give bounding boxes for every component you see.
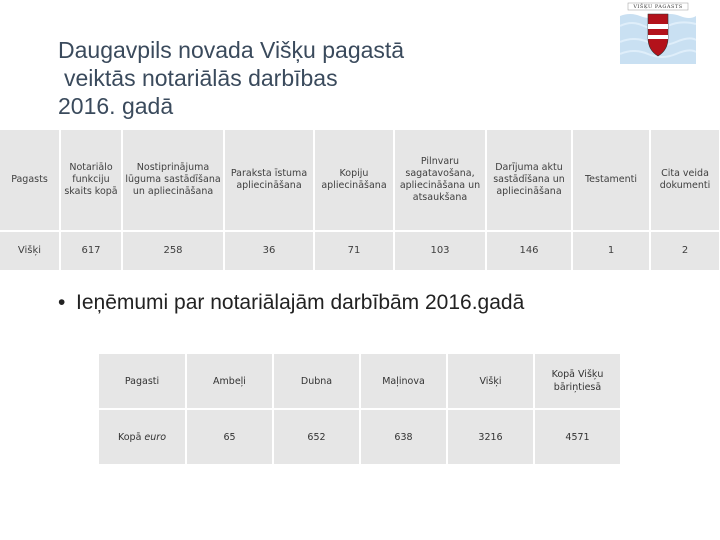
table-cell: 638 <box>360 409 447 465</box>
table-header-row <box>0 130 720 231</box>
parish-logo <box>620 2 696 64</box>
header-cell: Notariālo funkciju skaits kopā <box>60 130 122 231</box>
table-cell: 1 <box>572 231 650 271</box>
header-cell: Maļinova <box>360 354 447 409</box>
header-cell: Pagasts <box>0 130 60 231</box>
bullet-text: Ieņēmumi par notariālajām darbībām 2016.gadā <box>76 291 525 314</box>
table-cell: 65 <box>186 409 273 465</box>
title-line-3: 2016. gadā <box>58 93 174 119</box>
table-cell: 71 <box>314 231 394 271</box>
header-cell: Darījuma aktu sastādīšana un apliecināšana <box>486 130 572 231</box>
table-cell: 3216 <box>447 409 534 465</box>
table-cell: 103 <box>394 231 486 271</box>
row-label-unit: euro <box>144 431 167 443</box>
income-table <box>99 354 622 466</box>
row-label-cell <box>99 409 186 465</box>
table-cell: 2 <box>650 231 720 271</box>
bullet-symbol: • <box>58 291 66 314</box>
header-cell: Nostiprinājuma lūguma sastādīšana un apliecināšana <box>122 130 224 231</box>
table-row <box>0 231 720 271</box>
table-header-row <box>99 354 621 409</box>
header-cell: Kopiju apliecināšana <box>314 130 394 231</box>
table-cell: 146 <box>486 231 572 271</box>
slide-title <box>58 36 578 120</box>
table-cell: 258 <box>122 231 224 271</box>
header-cell: Cita veida dokumenti <box>650 130 720 231</box>
title-line-2: veiktās notariālās darbības <box>64 65 338 91</box>
logo-label: VIŠĶU PAGASTS <box>633 4 683 10</box>
header-cell: Pagasti <box>99 354 186 409</box>
header-cell: Pilnvaru sagatavošana, apliecināšana un atsaukšana <box>394 130 486 231</box>
header-cell: Paraksta īstuma apliecināšana <box>224 130 314 231</box>
header-cell: Kopā Višķu bāriņtiesā <box>534 354 621 409</box>
table-cell: 4571 <box>534 409 621 465</box>
header-cell: Dubna <box>273 354 360 409</box>
table-cell: Višķi <box>0 231 60 271</box>
table-cell: 617 <box>60 231 122 271</box>
header-cell: Ambeļi <box>186 354 273 409</box>
header-cell: Testamenti <box>572 130 650 231</box>
table-cell: 36 <box>224 231 314 271</box>
table-row <box>99 409 621 465</box>
title-line-1: Daugavpils novada Višķu pagastā <box>58 37 405 63</box>
header-cell: Višķi <box>447 354 534 409</box>
notarial-actions-table <box>0 130 720 272</box>
table-cell: 652 <box>273 409 360 465</box>
row-label-prefix: Kopā <box>117 431 145 443</box>
